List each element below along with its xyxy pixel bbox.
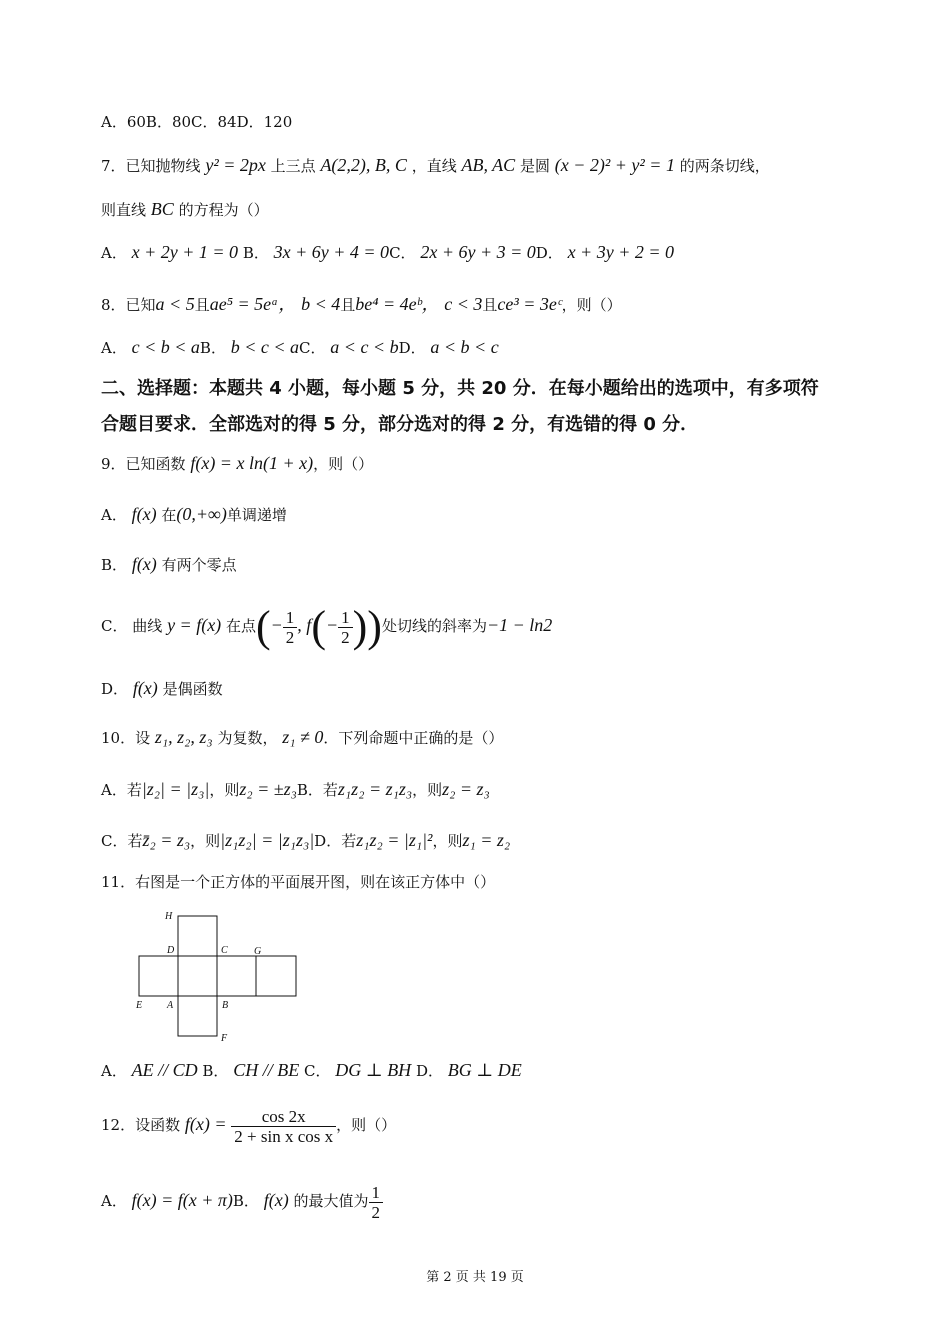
option-label: D． bbox=[535, 244, 563, 262]
q9-option-d bbox=[101, 678, 223, 699]
option-text: 的最大值为 bbox=[293, 1192, 369, 1210]
q7-text: 上三点 bbox=[270, 157, 316, 175]
option-text: ，则 bbox=[190, 832, 221, 850]
q8-text: 8．已知 bbox=[101, 296, 156, 314]
option-math: , f bbox=[297, 615, 312, 635]
net-square bbox=[178, 996, 217, 1036]
net-label-e: E bbox=[136, 1000, 143, 1011]
q8-math: be⁴ = 4eᵇ， bbox=[355, 294, 440, 314]
net-label-d: D bbox=[167, 945, 175, 956]
option-math: f(x) = f(x + π) bbox=[131, 1190, 233, 1210]
option-text: 在 bbox=[161, 506, 177, 524]
option-label: A． bbox=[101, 1192, 127, 1210]
fraction-denominator: 2 bbox=[371, 1202, 380, 1222]
net-label-a: A bbox=[167, 1000, 174, 1011]
fraction-denominator: 2 bbox=[341, 627, 350, 647]
net-label-g: G bbox=[254, 946, 262, 957]
q10-stem bbox=[101, 727, 503, 748]
option-math: z₂ = z₃ bbox=[442, 779, 490, 799]
option-math: f(x) bbox=[263, 1190, 289, 1210]
q7-text: 7．已知抛物线 bbox=[101, 157, 201, 175]
q7-math: AB, AC bbox=[461, 155, 516, 175]
fraction bbox=[338, 608, 353, 647]
option-math: b < c < a bbox=[230, 337, 300, 357]
option-text: 处切线的斜率为 bbox=[381, 617, 487, 635]
q9-option-a bbox=[101, 504, 287, 525]
q12-stem bbox=[101, 1102, 396, 1148]
option-label: A． bbox=[101, 339, 127, 357]
option-label: B． bbox=[242, 244, 269, 262]
option-math: z̄₂ = z₃ bbox=[142, 830, 191, 850]
fraction-numerator: 1 bbox=[283, 608, 298, 628]
option-label: B． bbox=[199, 339, 226, 357]
option-text: 有两个零点 bbox=[161, 556, 237, 574]
q7-stem bbox=[101, 155, 770, 176]
option-math: − bbox=[270, 615, 283, 635]
q10-options-ab bbox=[101, 779, 490, 800]
q8-options bbox=[101, 337, 499, 358]
q7-text: 则直线 bbox=[101, 201, 147, 219]
q10-text: 为复数， bbox=[217, 729, 278, 747]
page-footer: 第 2 页 共 19 页 bbox=[426, 1270, 524, 1285]
q12-text: 12．设函数 bbox=[101, 1116, 181, 1134]
fraction bbox=[369, 1183, 384, 1222]
option-label: B． bbox=[202, 1062, 229, 1080]
q7-math: (x − 2)² + y² = 1 bbox=[554, 155, 675, 175]
option-math: f(x) bbox=[131, 554, 157, 574]
q7-text: 的方程为（） bbox=[178, 201, 269, 219]
fraction bbox=[283, 608, 298, 647]
option-math: CH // BE bbox=[233, 1060, 300, 1080]
q6-options: A．60B．80C．84D．120 bbox=[101, 113, 293, 131]
option-math: c < b < a bbox=[131, 337, 200, 357]
paren-open: ( bbox=[311, 602, 326, 651]
fraction-denominator: 2 bbox=[285, 627, 295, 647]
option-text: ，则 bbox=[412, 781, 443, 799]
net-square bbox=[178, 956, 217, 996]
q8-math: c < 3 bbox=[444, 294, 483, 314]
option-math: y = f(x) bbox=[167, 615, 222, 635]
paren-close: ) bbox=[367, 602, 382, 651]
option-math: AE // CD bbox=[131, 1060, 198, 1080]
option-text: 是偶函数 bbox=[162, 680, 223, 698]
net-square bbox=[178, 916, 217, 956]
option-math: − bbox=[325, 615, 339, 635]
q12-options bbox=[101, 1178, 383, 1224]
option-text: ，则 bbox=[432, 832, 463, 850]
fraction-numerator: 1 bbox=[338, 608, 353, 628]
option-math: BG ⊥ DE bbox=[447, 1060, 522, 1080]
option-label: A． bbox=[101, 506, 127, 524]
option-text: 单调递增 bbox=[226, 506, 287, 524]
net-label-h: H bbox=[165, 911, 173, 922]
net-label-c: C bbox=[221, 945, 228, 956]
option-math: −1 − ln2 bbox=[486, 615, 553, 635]
q7-stem-line2 bbox=[101, 199, 269, 220]
option-math: f(x) bbox=[131, 504, 157, 524]
option-label: D． bbox=[101, 680, 129, 698]
option-math: 2x + 6y + 3 = 0 bbox=[420, 242, 536, 262]
q10-text: 10．设 bbox=[101, 729, 151, 747]
fraction bbox=[231, 1107, 336, 1146]
q10-text: ．下列命题中正确的是（） bbox=[323, 729, 504, 747]
option-label: B． bbox=[232, 1192, 259, 1210]
q7-text: ，直线 bbox=[411, 157, 457, 175]
option-math: |z₁z₂| = |z₁z₃| bbox=[220, 830, 315, 850]
option-math: a < c < b bbox=[330, 337, 399, 357]
q11-options bbox=[101, 1060, 522, 1081]
q10-options-cd bbox=[101, 830, 510, 851]
q10-math: z₁, z₂, z₃ bbox=[154, 727, 213, 747]
q8-math: ce³ = 3eᶜ bbox=[497, 294, 562, 314]
option-label: A． bbox=[101, 244, 127, 262]
net-square bbox=[139, 956, 178, 996]
option-math: DG ⊥ BH bbox=[335, 1060, 412, 1080]
option-math: f(x) bbox=[132, 678, 158, 698]
net-label-b: B bbox=[222, 1000, 229, 1011]
option-label: C． bbox=[299, 339, 326, 357]
q8-stem bbox=[101, 294, 622, 315]
q8-text: 且 bbox=[482, 296, 498, 314]
option-math: 3x + 6y + 4 = 0 bbox=[273, 242, 390, 262]
q7-math: BC bbox=[150, 199, 174, 219]
q9-option-c bbox=[101, 600, 552, 652]
cube-net-diagram bbox=[132, 908, 302, 1044]
q10-math: z₁ ≠ 0 bbox=[282, 727, 324, 747]
net-square bbox=[256, 956, 296, 996]
option-math: z₁ = z₂ bbox=[462, 830, 511, 850]
paren-open: ( bbox=[255, 602, 271, 651]
net-square bbox=[217, 956, 256, 996]
q7-math: A(2,2), B, C bbox=[320, 155, 407, 175]
option-math: |z₂| = |z₃| bbox=[141, 779, 210, 799]
option-label: D．若 bbox=[314, 832, 357, 850]
q8-math: a < 5 bbox=[155, 294, 195, 314]
option-label: B．若 bbox=[296, 781, 338, 799]
q8-math: b < 4 bbox=[301, 294, 341, 314]
q7-math: y² = 2px bbox=[205, 155, 266, 175]
q7-text: 的两条切线， bbox=[679, 157, 770, 175]
q9-text: 9．已知函数 bbox=[101, 455, 186, 473]
option-label: C．若 bbox=[101, 832, 143, 850]
option-label: C． bbox=[101, 617, 128, 635]
q8-math: ae⁵ = 5eᵃ， bbox=[209, 294, 297, 314]
q9-option-b bbox=[101, 554, 237, 575]
q8-text: 且 bbox=[340, 296, 356, 314]
q8-text: 且 bbox=[194, 296, 210, 314]
option-label: C． bbox=[389, 244, 416, 262]
fraction-numerator: cos 2x bbox=[231, 1107, 336, 1127]
option-label: A．若 bbox=[101, 781, 142, 799]
section-heading-line1: 二、选择题：本题共 4 小题，每小题 5 分，共 20 分．在每小题给出的选项中，有多项符 bbox=[101, 378, 819, 399]
fraction-numerator: 1 bbox=[369, 1183, 384, 1203]
option-text: 曲线 bbox=[132, 617, 163, 635]
option-math: x + 2y + 1 = 0 bbox=[131, 242, 239, 262]
fraction-denominator: 2 + sin x cos x bbox=[234, 1126, 334, 1146]
option-math: z₁z₂ = z₁z₃ bbox=[337, 779, 413, 799]
option-label: A． bbox=[101, 1062, 127, 1080]
net-label-f: F bbox=[221, 1033, 228, 1044]
q7-options bbox=[101, 242, 674, 263]
option-label: C． bbox=[304, 1062, 331, 1080]
section-heading-line2: 合题目要求．全部选对的得 5 分，部分选对的得 2 分，有选错的得 0 分． bbox=[101, 414, 699, 435]
q7-text: 是圆 bbox=[519, 157, 550, 175]
q12-text: ，则（） bbox=[336, 1116, 397, 1134]
option-text: ，则 bbox=[209, 781, 240, 799]
option-math: z₂ = ±z₃ bbox=[239, 779, 297, 799]
q11-stem: 11．右图是一个正方体的平面展开图，则在该正方体中（） bbox=[101, 873, 496, 891]
paren-close: ) bbox=[352, 602, 368, 651]
option-math: (0,+∞) bbox=[176, 504, 227, 524]
q9-stem bbox=[101, 453, 373, 474]
option-math: z₁z₂ = |z₁|² bbox=[356, 830, 433, 850]
q9-math: f(x) = x ln(1 + x) bbox=[190, 453, 314, 473]
option-label: D． bbox=[415, 1062, 443, 1080]
option-label: D． bbox=[398, 339, 426, 357]
option-math: x + 3y + 2 = 0 bbox=[567, 242, 674, 262]
option-math: a < b < c bbox=[430, 337, 499, 357]
q8-text: ，则（） bbox=[561, 296, 622, 314]
q9-text: ，则（） bbox=[313, 455, 374, 473]
q12-math: f(x) = bbox=[184, 1114, 227, 1134]
option-label: B． bbox=[101, 556, 128, 574]
option-text: 在点 bbox=[225, 617, 256, 635]
